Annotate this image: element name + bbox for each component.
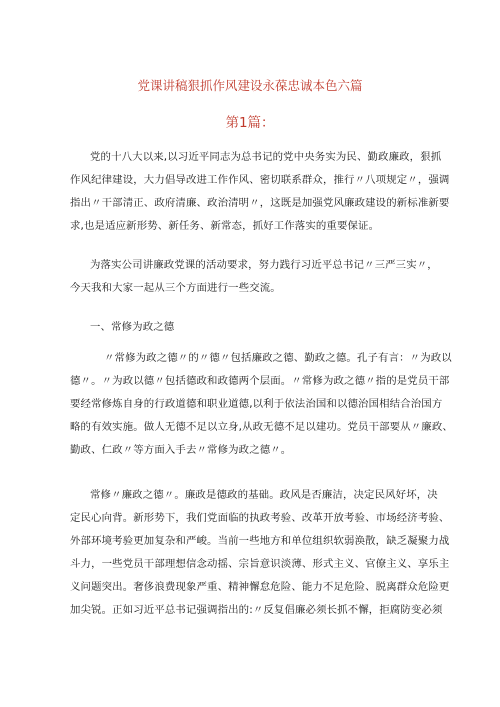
paragraph-line: 勤政、仁政〃等方面入手去〃常修为政之德〃。 bbox=[70, 444, 292, 456]
paragraph-line: 义问题突出。奢侈浪费现象严重、精神懈怠危险、能力不足危险、脱离群众危险更 bbox=[70, 581, 450, 593]
paragraph-line: 常修〃廉政之德〃。廉政是德政的基础。政风是否廉洁，决定民风好坏，决 bbox=[90, 489, 438, 501]
section-heading-line: 一、常修为政之德 bbox=[90, 321, 175, 333]
paragraph-line: 斗力，一些党员干部理想信念动摇、宗旨意识淡薄、形式主义、官僚主义、享乐主 bbox=[70, 558, 450, 570]
paragraph-line: 为落实公司讲廉政党课的活动要求，努力践行习近平总书记〃三严三实〃， bbox=[90, 259, 438, 271]
paragraph-line: 定民心向背。新形势下，我们党面临的执政考验、改革开放考验、市场经济考验、 bbox=[70, 512, 450, 524]
document-title: 党课讲稿狠抓作风建设永葆忠诚本色六篇 bbox=[137, 78, 363, 93]
paragraph-line: 作风纪律建设，大力倡导改进工作作风、密切联系群众，推行〃八项规定〃，强调 bbox=[70, 174, 450, 186]
paragraph-line: 求,也是适应新形势、新任务、新常态，抓好工作落实的重要保证。 bbox=[70, 220, 380, 232]
paragraph-line: 今天我和大家一起从三个方面进行一些交流。 bbox=[70, 282, 281, 294]
paragraph-line: 外部环境考验更加复杂和严峻。当前一些地方和单位组织软弱涣散，缺乏凝聚力战 bbox=[70, 535, 450, 547]
section-heading: 第1篇： bbox=[225, 115, 275, 131]
paragraph-line: 德〃。〃为政以德〃包括德政和政德两个层面。〃常修为政之德〃指的是党员干部 bbox=[70, 375, 450, 387]
paragraph-line: 指出〃干部清正、政府清廉、政治清明〃，这既是加强党风廉政建设的新标准新要 bbox=[70, 197, 450, 209]
paragraph-line: 要经常修炼自身的行政道德和职业道德,以利于依法治国和以德治国相结合治国方 bbox=[70, 398, 443, 410]
paragraph-line: 党的十八大以来,以习近平同志为总书记的党中央务实为民、勤政廉政，狠抓 bbox=[90, 151, 442, 163]
paragraph-line: 〃常修为政之德〃的〃德〃包括廉政之德、勤政之德。孔子有言：〃为政以 bbox=[104, 352, 452, 364]
paragraph-line: 略的有效实施。做人无德不足以立身,从政无德不足以建功。党员干部要从〃廉政、 bbox=[70, 421, 453, 433]
paragraph-line: 加尖锐。正如习近平总书记强调指出的:〃反复倡廉必须长抓不懈，拒腐防变必须 bbox=[70, 604, 443, 616]
